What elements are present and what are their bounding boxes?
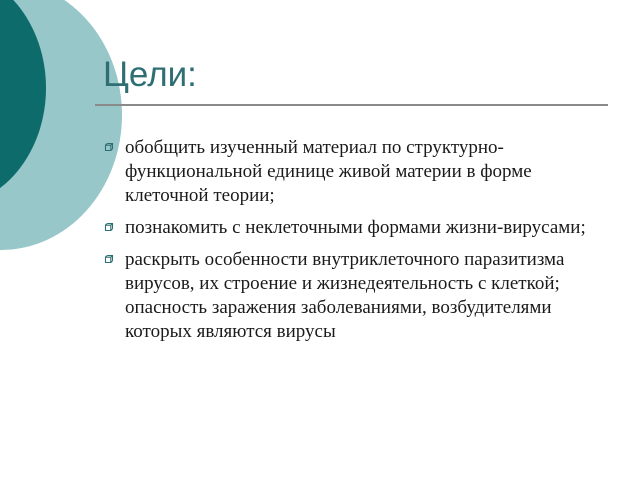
hollow-square-bullet-icon [104,222,114,232]
bullet-item [104,248,610,344]
bullet-item [104,136,610,208]
bullet-text: познакомить с неклеточными формами жизни-вирусами; [125,217,586,238]
title-divider [95,104,608,106]
bullet-list [104,136,610,352]
hollow-square-bullet-icon [104,142,114,152]
bullet-text: обобщить изученный материал по структурно-функциональной единице живой материи в форме клеточной теории; [125,137,532,206]
bullet-text: раскрыть особенности внутриклеточного паразитизма вирусов, их строение и жизнедеятельность с клеткой; опасность заражения заболеваниями, возбудителями которых являются вирусы [125,249,565,342]
bullet-item [104,216,610,240]
hollow-square-bullet-icon [104,254,114,264]
slide-title: Цели: [103,55,197,94]
